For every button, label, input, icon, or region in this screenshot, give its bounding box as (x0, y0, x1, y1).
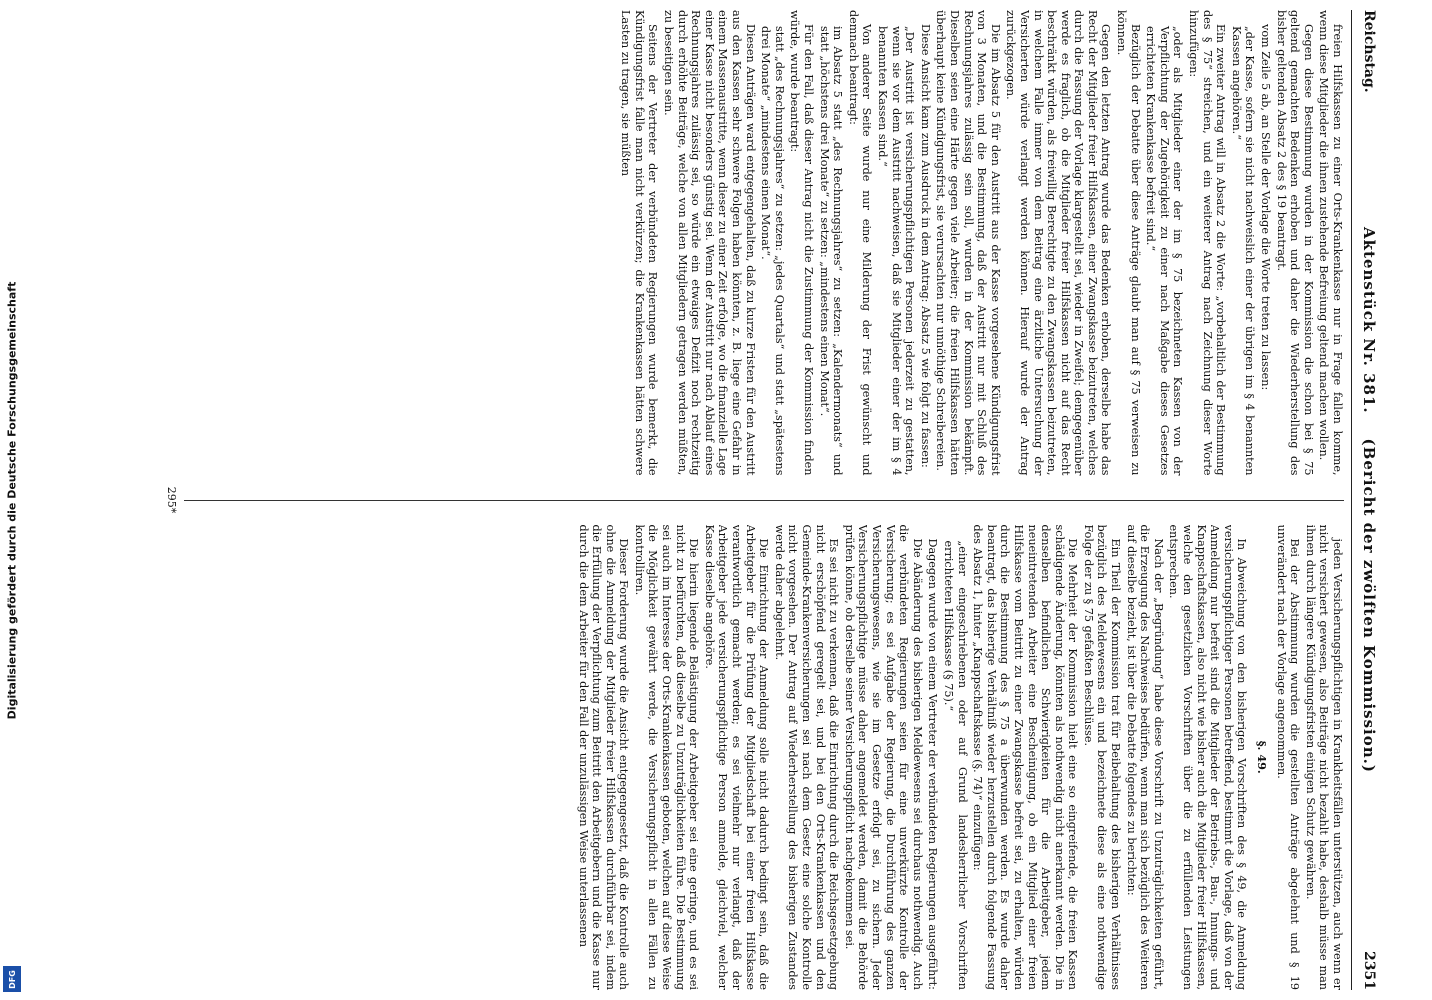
quoted-text: „der Kasse, sofern sie nicht nachweislich einer der übrigen im § 4 benannten Kassen angehören.“ (1229, 26, 1257, 476)
paragraph: Die Abänderung des bisherigen Meldewesens sei durchaus nothwendig. Auch die verbündeten Regierungen seien für eine unverkürzte Kontrolle der Versicherung; es sei Aufgabe der Regierung, die Durchführung des ganzen Versicherungswesens, wie sie im Gesetze erfolgt sei, zu sichern. Jeder Versicherungspflichtige müsse daher angemeldet werden, damit die Behörde prüfen könne, ob derselbe seiner Versicherungspflicht nachgekommen sei. (842, 524, 924, 990)
paragraph: Gegen den letzten Antrag wurde das Bedenken erhoben, derselbe habe das Recht der Mitglieder freier Hilfskassen, einer Zwangskasse beizutreten, welches durch die Fassung der Vorlage klargestellt sei, wieder in Zweifel; demgegenüber werde es fraglich, ob die Mitglieder freier Hilfskassen nicht auf das Recht beschränkt würden, als freiwillig Berechtigte zu den Zwangskassen beizutreten, in welchem Falle immer von dem Beitrag eine ärztliche Untersuchung der Versicherten würde verlangt werden können. Hierauf wurde der Antrag zurückgezogen. (1004, 10, 1113, 476)
header-title (1360, 130, 1378, 870)
paragraph: Ein Theil der Kommission trat für Beibehaltung des bisherigen Verhältnisses bezüglich des Meldewesens ein und bezeichnete diese als eine nothwendige Folge der zu § 75 gefaßten Beschlüsse. (1081, 524, 1123, 990)
digitization-credit-strip (0, 0, 24, 1000)
paragraph: Bezüglich der Debatte über diese Anträge glaubt man auf § 75 verweisen zu können. (1115, 10, 1142, 476)
paragraph: Ein zweiter Antrag will in Absatz 2 die Worte: „vorbehaltlich der Bestimmung des § 75“ streichen, und ein weiterer Antrag nach Zeichnung dieser Worte hinzufügen: (1187, 10, 1228, 476)
paragraph: Seitens der Vertreter der verbündeten Regierungen wurde bemerkt, die Kündigungsfrist falle man nicht verkürzen; die Krankenkassen hätten schwere Lasten zu tragen, sie müßten (619, 10, 660, 476)
paragraph: Diesen Anträgen ward entgegengehalten, daß zu kurze Fristen für den Austritt aus den Kassen sehr schwere Folgen haben könnten, z. B. liege eine Gefahr in einem Massenaustritte, wenn dieser zu einer Zeit erfolge, wo die finanzielle Lage einer Kasse nicht besonders günstig sei. Wenn der Austritt nur nach Ablauf eines Rechnungsjahres zulässig sei, so würde ein etwaiges Defizit noch rechtzeitig durch erhöhte Beiträge, welche von allen Mitgliedern getragen werden müßten, zu beseitigen sein. (662, 10, 757, 476)
paragraph: Nach der „Begründung“ habe diese Vorschrift zu Unzuträglichkeiten geführt, die Erzeugung des Nachweises bedürfen, wenn man sich bezüglich des Weiteren auf dieselbe bezieht, ist über die Debatte folgendes zu berichten: (1124, 524, 1165, 990)
paragraph: vom Zeile 5 ab, an Stelle der Vorlage die Worte treten zu lassen: (1259, 24, 1273, 391)
paragraph: Es sei nicht zu verkennen, daß die Einrichtung durch die Reichsgesetzgebung nicht erschöpfend geregelt sei, und bei den Orts-Krankenkassen und den Gemeinde-Krankenversicherungen sei nach dem Gesetz eine solche Kontrolle nicht vorgesehen. Der Antrag auf Wiederherstellung des bisherigen Zustandes werde daher abgelehnt. (772, 524, 841, 990)
page-header (1351, 10, 1386, 990)
section-heading: §. 49. (1255, 740, 1270, 774)
header-title-main: Aktenstück Nr. 381. (1360, 227, 1378, 414)
paragraph: Die im Absatz 5 für den Austritt aus der Kasse vorgesehene Kündigungsfrist von 3 Monaten, und die Bestimmung, daß der Austritt nur mit Schluß des Rechnungsjahres zulässig sein soll, wurden in der Kommission bekämpft. Dieselben seien eine Härte gegen viele Arbeiter; die freien Hilfskassen hätten überhaupt keine Kündigungsfrist, sie verursachten nur unnöthige Schreibereien. (934, 10, 1002, 476)
header-subtitle: (Bericht der zwölften Kommission.) (1360, 438, 1378, 773)
quoted-text: statt „des Rechnungsjahres“ zu setzen: „jedes Quartals“ und statt „spätestens drei Monate“ „mindestens einen Monat“. (759, 26, 786, 476)
rotated-page-content (126, 10, 1406, 990)
paragraph: Die Mehrheit der Kommission hielt eine so eingreifende, die freien Kassen schädigende Änderung, könnten als nothwendig nicht anerkannt werden. Die in denselben befindlichen Schwierigkeiten für die Arbeitgeber, jedem neueintretenden Arbeiter eine Bescheinigung, ob ein Mitglied einer freien Hilfskasse vom Beitritt zu einer Zwangskasse befreit sei, zu erhalten, würden durch die Bestimmung des § 75 a überwunden werden. Es wurde daher beantragt, das bisherige Verhältniß wieder herzustellen durch folgende Fassung des Absatz 1, hinter „Knappschaftskasse (§. 74)“ einzufügen: (971, 524, 1080, 990)
quoted-text: „einer eingeschriebenen oder auf Grund landesherrlicher Vorschriften errichteten Hilfskasse (§ 75).“ (941, 540, 969, 990)
paragraph: Diese Ansicht kam zum Ausdruck in dem Antrag: Absatz 5 wie folgt zu fassen: (918, 24, 932, 468)
paragraph: In Abweichung von den bisherigen Vorschriften des § 49, die Anmeldung versicherungspflichtiger Personen betreffend, bestimmt die Vorlage, daß von der Anmeldung nur befreit sind die Mitglieder der Betriebs-, Bau-, Innungs- und Knappschaftskassen, also nicht wie bisher auch die Mitglieder freier Hilfskassen, welche den gesetzlichen Vorschriften über die zu erfüllenden Leistungen entsprechen. (1167, 524, 1249, 990)
paragraph: Dagegen wurde von einem Vertreter der verbündeten Regierungen ausgeführt: (926, 538, 940, 990)
digitization-credit: Digitalisierung gefördert durch die Deutsche Forschungsgemeinschaft (5, 281, 19, 719)
paragraph: Für den Fall, daß dieser Antrag nicht die Zustimmung der Kommission finden würde, wurde beantragt: (788, 10, 816, 476)
paragraph: Die Einrichtung der Anmeldung solle nicht dadurch bedingt sein, daß die Arbeitgeber für die Prüfung der Mitgliedschaft bei einer freien Hilfskasse verantwortlich gemacht werden; es sei vielmehr nur verlangt, daß der Arbeitgeber jede versicherungspflichtige Person anmelde, gleichviel, welcher Kasse dieselbe angehöre. (702, 524, 771, 990)
paragraph: Bei der Abstimmung wurden die gestellten Anträge abgelehnt und § 19 unverändert nach der Vorlage angenommen. (1274, 524, 1302, 990)
quoted-text: „oder als Mitglieder einer der im § 75 bezeichneten Kassen von der Verpflichtung der Zugehörigkeit zu einer nach Maßgabe dieses Gesetzes errichteten Krankenkasse befreit sind.“ (1144, 26, 1185, 476)
paragraph: Gegen diese Bestimmung wurden in der Kommission die schon bei § 75 geltend gemachten Bedenken erhoben und daher die Wiederherstellung des bisher geltenden Absatz 2 des § 19 beantragt. (1274, 10, 1315, 476)
text-column-right (184, 525, 1344, 991)
scanned-page (106, 0, 1426, 1000)
column-rule (184, 500, 1344, 501)
page-footer-mark: 295* (165, 486, 178, 514)
quoted-text: im Absatz 5 statt „des Rechnungsjahres“ zu setzen: „Kalendermonats“ und statt „höchstens drei Monate“ zu setzen: „mindestens einen Monat“. (817, 26, 845, 476)
text-columns (184, 10, 1344, 990)
paragraph: Dieser Forderung wurde die Ansicht entgegengesetzt, daß die Kontrolle auch ohne die Anmeldung der Mitglieder freier Hilfskassen durchführbar sei, indem die Erfüllung der Verpflichtung zum Beitritt den Arbeitgebern und die Kasse nur durch die dem Arbeiter für den Fall der unzulässigen Weise unterlassenen (576, 524, 631, 990)
paragraph: Die hierin liegende Belästigung der Arbeitgeber sei eine geringe, und es sei nicht zu befürchten, daß dieselbe zu Unzuträglichkeiten führe. Die Bestimmung sei auch im Interesse der Orts-Krankenkassen geboten, welchen auf diese Weise die Möglichkeit gewährt werde, die Versicherungspflicht in allen Fällen zu kontrolliren. (632, 524, 701, 990)
header-left: Reichstag. (1361, 10, 1377, 93)
paragraph: jeden Versicherungspflichtigen in Krankheitsfällen unterstützen, auch wenn er nicht versichert gewesen, also Beiträge nicht bezahlt habe, deshalb müsse man ihnen durch längere Kündigungsfristen einigen Schutz gewähren. (1303, 524, 1344, 990)
paragraph: freien Hilfskassen zu einer Orts-Krankenkasse nur in Frage fallen komme, wenn diese Mitglieder die ihnen zustehende Befreiung geltend machen wollen. (1317, 10, 1344, 476)
dfg-logo-text: DFG (7, 969, 17, 989)
paragraph: Von anderer Seite wurde nur eine Milderung der Frist gewünscht und demnach beantragt: (846, 10, 874, 476)
quoted-text: „Der Austritt ist versicherungspflichtigen Personen jederzeit zu gestatten, wenn sie vor dem Austritt nachweisen, daß sie Mitglieder einer der im § 4 benannten Kassen sind.“ (876, 26, 917, 476)
page-number: 2351 (1361, 951, 1377, 990)
dfg-logo-icon (3, 966, 21, 992)
text-column-left (184, 10, 1344, 476)
